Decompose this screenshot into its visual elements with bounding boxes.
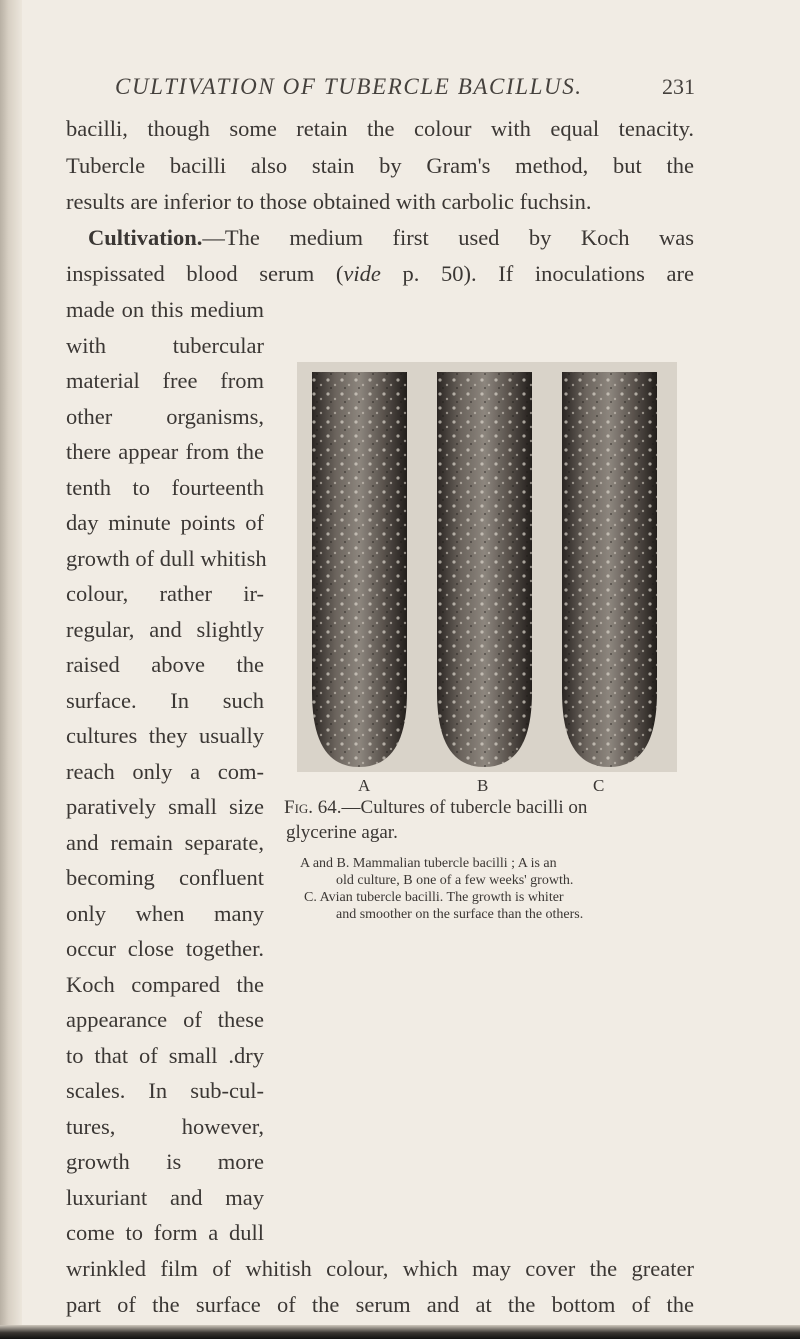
column-line: surface. In such (66, 688, 264, 713)
text-span: inspissated blood serum ( (66, 261, 344, 286)
column-line: with tubercular (66, 333, 264, 358)
column-line: becoming confluent (66, 865, 264, 890)
figure-caption (284, 797, 704, 819)
column-line: tures, however, (66, 1114, 264, 1139)
column-line: material free from (66, 368, 264, 393)
tube-label-c: C (593, 776, 605, 795)
column-line: raised above the (66, 652, 264, 677)
column-line: regular, and slightly (66, 617, 264, 642)
running-head-title: CULTIVATION OF TUBERCLE BACILLUS. (115, 74, 583, 99)
tube-b (437, 372, 532, 767)
section-heading: Cultivation. (88, 225, 203, 250)
column-line: growth of dull whitish (66, 546, 267, 571)
tube-label-a: A (358, 776, 371, 795)
cultivation-heading-line (88, 223, 694, 252)
italic-word: vide (343, 261, 381, 286)
page-number: 231 (662, 74, 695, 99)
figure-number: Fig. 64. (284, 797, 342, 818)
column-line: scales. In sub-cul- (66, 1078, 264, 1103)
column-line: colour, rather ir- (66, 581, 264, 606)
tube-a (312, 372, 407, 767)
column-line: Koch compared the (66, 972, 264, 997)
column-line: luxuriant and may (66, 1185, 264, 1210)
page-bottom-edge (0, 1325, 800, 1339)
text-span: —The medium first used by Koch was (202, 225, 694, 250)
column-line: only when many (66, 901, 264, 926)
column-line: day minute points of (66, 510, 264, 535)
figure-legend-line: A and B. Mammalian tubercle bacilli ; A is an (300, 856, 557, 871)
figure-caption-line2: glycerine agar. (286, 822, 398, 843)
culture-tubes-illustration (297, 362, 677, 772)
column-line: made on this medium (66, 297, 264, 322)
column-line: paratively small size (66, 794, 264, 819)
column-line: and remain separate, (66, 830, 264, 855)
text-line (66, 259, 694, 288)
text-line: bacilli, though some retain the colour with equal tenacity. (66, 116, 694, 141)
text-line: wrinkled film of whitish colour, which may cover the greater (66, 1256, 694, 1281)
text-line: results are inferior to those obtained with carbolic fuchsin. (66, 189, 592, 214)
column-line: reach only a com- (66, 759, 264, 784)
running-head (115, 74, 695, 104)
column-line: occur close together. (66, 936, 264, 961)
text-line: Tubercle bacilli also stain by Gram's method, but the (66, 153, 694, 178)
tube-label-b: B (477, 776, 489, 795)
figure-legend-line: and smoother on the surface than the others. (336, 907, 584, 922)
figure-legend-line: C. Avian tubercle bacilli. The growth is whiter (304, 890, 564, 905)
figure-legend-line: old culture, B one of a few weeks' growth. (336, 873, 574, 888)
page-spine-shadow (0, 0, 22, 1339)
column-line: appearance of these (66, 1007, 264, 1032)
column-line: growth is more (66, 1149, 264, 1174)
column-line: come to form a dull (66, 1220, 264, 1245)
column-line: cultures they usually (66, 723, 264, 748)
column-line: tenth to fourteenth (66, 475, 264, 500)
column-line: to that of small .dry (66, 1043, 264, 1068)
tube-c (562, 372, 657, 767)
text-span: p. 50). If inoculations are (380, 261, 694, 286)
column-line: other organisms, (66, 404, 264, 429)
column-line: there appear from the (66, 439, 264, 464)
caption-text: —Cultures of tubercle bacilli on (341, 797, 588, 818)
figure-culture-tubes (297, 362, 677, 772)
text-line: part of the surface of the serum and at the bottom of the (66, 1292, 694, 1317)
